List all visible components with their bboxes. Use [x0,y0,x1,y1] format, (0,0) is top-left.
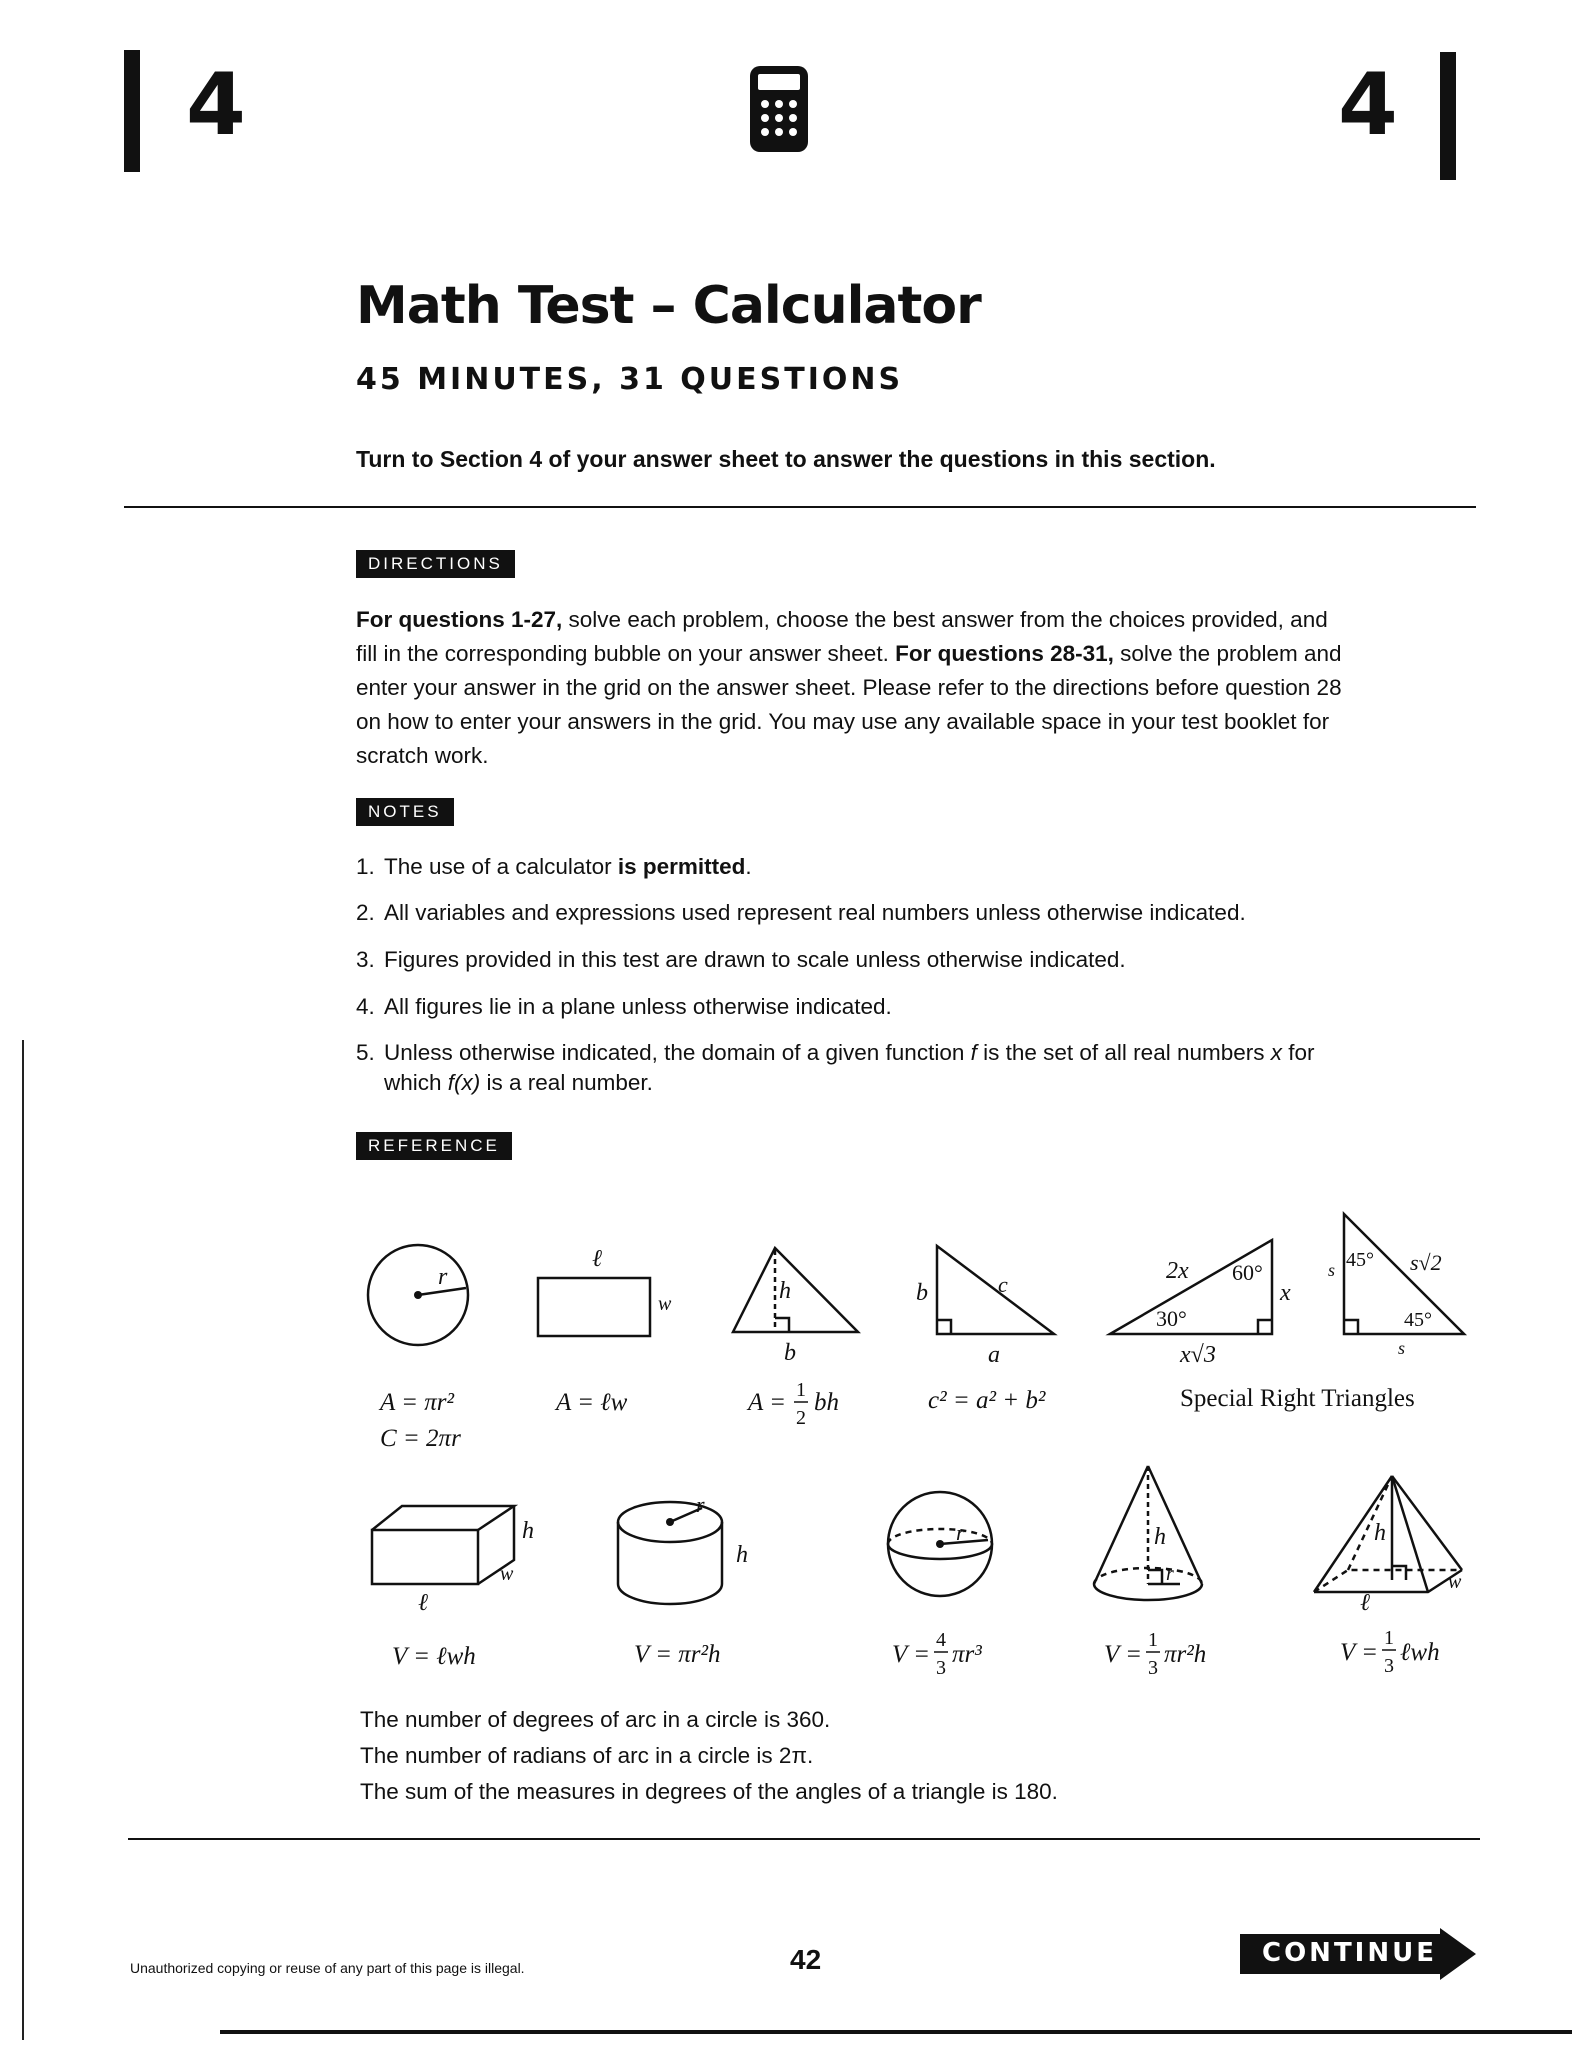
box-l-label: ℓ [418,1590,428,1616]
directions-q1-text: solve each problem, choose the best answer from the choices provided, and fill in the corresponding bubble on your answer sheet. [356,607,1328,666]
section-bar-right [1440,52,1456,180]
note-5-line2-b: is a real number. [480,1070,653,1095]
note-3-text: Figures provided in this test are drawn to scale unless otherwise indicated. [384,947,1126,972]
pyr-h-label: h [1374,1520,1386,1546]
cone-figure [1094,1466,1202,1600]
note-1-text: The use of a calculator [384,854,618,879]
formula-cylinder-volume: V = πr²h [634,1641,721,1668]
note-1-end: . [745,854,752,879]
notes-tag: NOTES [356,798,454,826]
rect-l-label: ℓ [592,1246,602,1272]
note-4-number: 4. [356,994,375,1019]
formula-pyramid-den: 3 [1384,1655,1394,1677]
directions-q2-bold: For questions 28-31, [895,641,1114,666]
formula-rect-area: A = ℓw [556,1389,628,1416]
formula-sphere-rhs: πr³ [952,1641,982,1668]
formula-tri-rhs: bh [814,1389,839,1416]
t306090-xroot3-label: x√3 [1180,1342,1216,1368]
note-5-text-b: is the set of all real numbers [976,1040,1271,1065]
pyr-w-label: w [1448,1571,1462,1593]
t306090-2x-label: 2x [1166,1258,1189,1284]
formula-sphere-den: 3 [936,1657,946,1679]
box-figure [372,1506,514,1584]
cyl-h-label: h [736,1542,748,1568]
cyl-r-label: r [696,1492,705,1517]
t454590-s-bottom: s [1398,1338,1406,1358]
formula-cone-num: 1 [1148,1629,1158,1651]
formula-tri-lhs: A = [748,1389,786,1416]
section-number-left: 4 [186,55,246,155]
formula-pyramid-rhs: ℓwh [1400,1639,1440,1666]
note-2-text: All variables and expressions used represent real numbers unless otherwise indicated. [384,900,1246,925]
note-5 [356,1038,1315,1098]
tri-h-label: h [779,1278,791,1304]
reference-fact-3: The sum of the measures in degrees of the angles of a triangle is 180. [360,1779,1058,1804]
section-number-right: 4 [1338,55,1398,155]
note-5-x: x [1270,1040,1282,1065]
cone-h-label: h [1154,1524,1166,1550]
formula-tri-den: 2 [796,1407,806,1429]
continue-button[interactable] [1240,1928,1480,1980]
note-2-number: 2. [356,900,375,925]
note-5-text-a: Unless otherwise indicated, the domain of a given function [384,1040,971,1065]
sphere-r-label: r [956,1520,965,1545]
t306090-60-label: 60° [1232,1260,1263,1285]
note-3-number: 3. [356,947,375,972]
pyramid-figure [1314,1476,1462,1592]
note-2 [356,898,1246,928]
rectangle-figure [538,1278,650,1336]
tri-b-label: b [784,1340,796,1366]
triangle-figure [733,1248,858,1332]
t306090-30-label: 30° [1156,1306,1187,1331]
note-5-text-c: for [1282,1040,1315,1065]
formula-tri-num: 1 [796,1379,806,1401]
t454590-sroot2-label: s√2 [1410,1250,1442,1275]
rt-b-label: b [916,1280,928,1306]
circle-r-label: r [438,1264,448,1290]
note-5-f: f [970,1040,977,1065]
rt-c-label: c [998,1272,1008,1297]
reference-fact-1: The number of degrees of arc in a circle is 360. [360,1707,831,1732]
t454590-45-bottom: 45° [1404,1309,1432,1331]
section-bar-left [124,50,140,172]
formula-circle-area: A = πr² [380,1389,454,1416]
cone-r-label: r [1166,1563,1174,1585]
formula-pyramid-num: 1 [1384,1627,1394,1649]
cylinder-figure [618,1502,722,1604]
page-number: 42 [790,1944,822,1975]
note-5-fx: f(x) [447,1070,481,1095]
reference-figures [0,1180,1592,1700]
section-instruction: Turn to Section 4 of your answer sheet to answer the questions in this section. [356,446,1216,472]
formula-sphere-num: 4 [936,1629,946,1651]
t454590-s-left: s [1328,1260,1336,1280]
formula-circle-circumference: C = 2πr [380,1425,461,1452]
calculator-icon [748,64,810,159]
t454590-45-top: 45° [1346,1249,1374,1271]
right-triangle-figure [937,1246,1054,1334]
directions-tag: DIRECTIONS [356,550,515,578]
formula-cone-den: 3 [1148,1657,1158,1679]
rt-a-label: a [988,1342,1000,1368]
special-right-triangles: Special Right Triangles [1180,1385,1415,1412]
continue-label: CONTINUE [1262,1938,1437,1968]
formula-pyramid-lhs: V = [1340,1639,1378,1666]
directions-q1-bold: For questions 1-27, [356,607,563,632]
formula-pythagorean: c² = a² + b² [928,1387,1046,1414]
note-5-number: 5. [356,1040,375,1065]
directions-text [356,603,1346,773]
box-w-label: w [500,1563,514,1585]
rect-w-label: w [658,1293,672,1315]
left-margin-line [22,1040,24,2040]
formula-box-volume: V = ℓwh [392,1643,476,1670]
bottom-divider [128,1838,1480,1840]
note-5-line2-a: which [384,1070,448,1095]
formula-cone-lhs: V = [1104,1641,1142,1668]
note-1-bold: is permitted [617,854,746,879]
note-4 [356,992,892,1022]
formula-sphere-lhs: V = [892,1641,930,1668]
reference-fact-2: The number of radians of arc in a circle is 2π. [360,1743,814,1768]
formula-cone-rhs: πr²h [1164,1641,1207,1668]
t306090-x-label: x [1280,1280,1291,1306]
box-h-label: h [522,1518,534,1544]
top-divider [124,506,1476,508]
note-4-text: All figures lie in a plane unless otherwise indicated. [384,994,892,1019]
pyr-l-label: ℓ [1360,1590,1370,1616]
copyright-notice: Unauthorized copying or reuse of any part of this page is illegal. [130,1960,525,1976]
note-1 [356,852,752,882]
triangle-30-60-90 [1110,1240,1272,1334]
reference-tag: REFERENCE [356,1132,512,1160]
note-3 [356,945,1126,975]
directions-q2-text: solve the problem and enter your answer in the grid on the answer sheet. Please refer to the directions before question 28 on how to enter your answers in the grid. You may use any available space in your test booklet for scratch work. [356,641,1342,768]
note-1-number: 1. [356,854,375,879]
page-subtitle: 45 MINUTES, 31 QUESTIONS [356,362,904,397]
footer-rule [220,2030,1572,2034]
page-title: Math Test – Calculator [356,276,981,336]
